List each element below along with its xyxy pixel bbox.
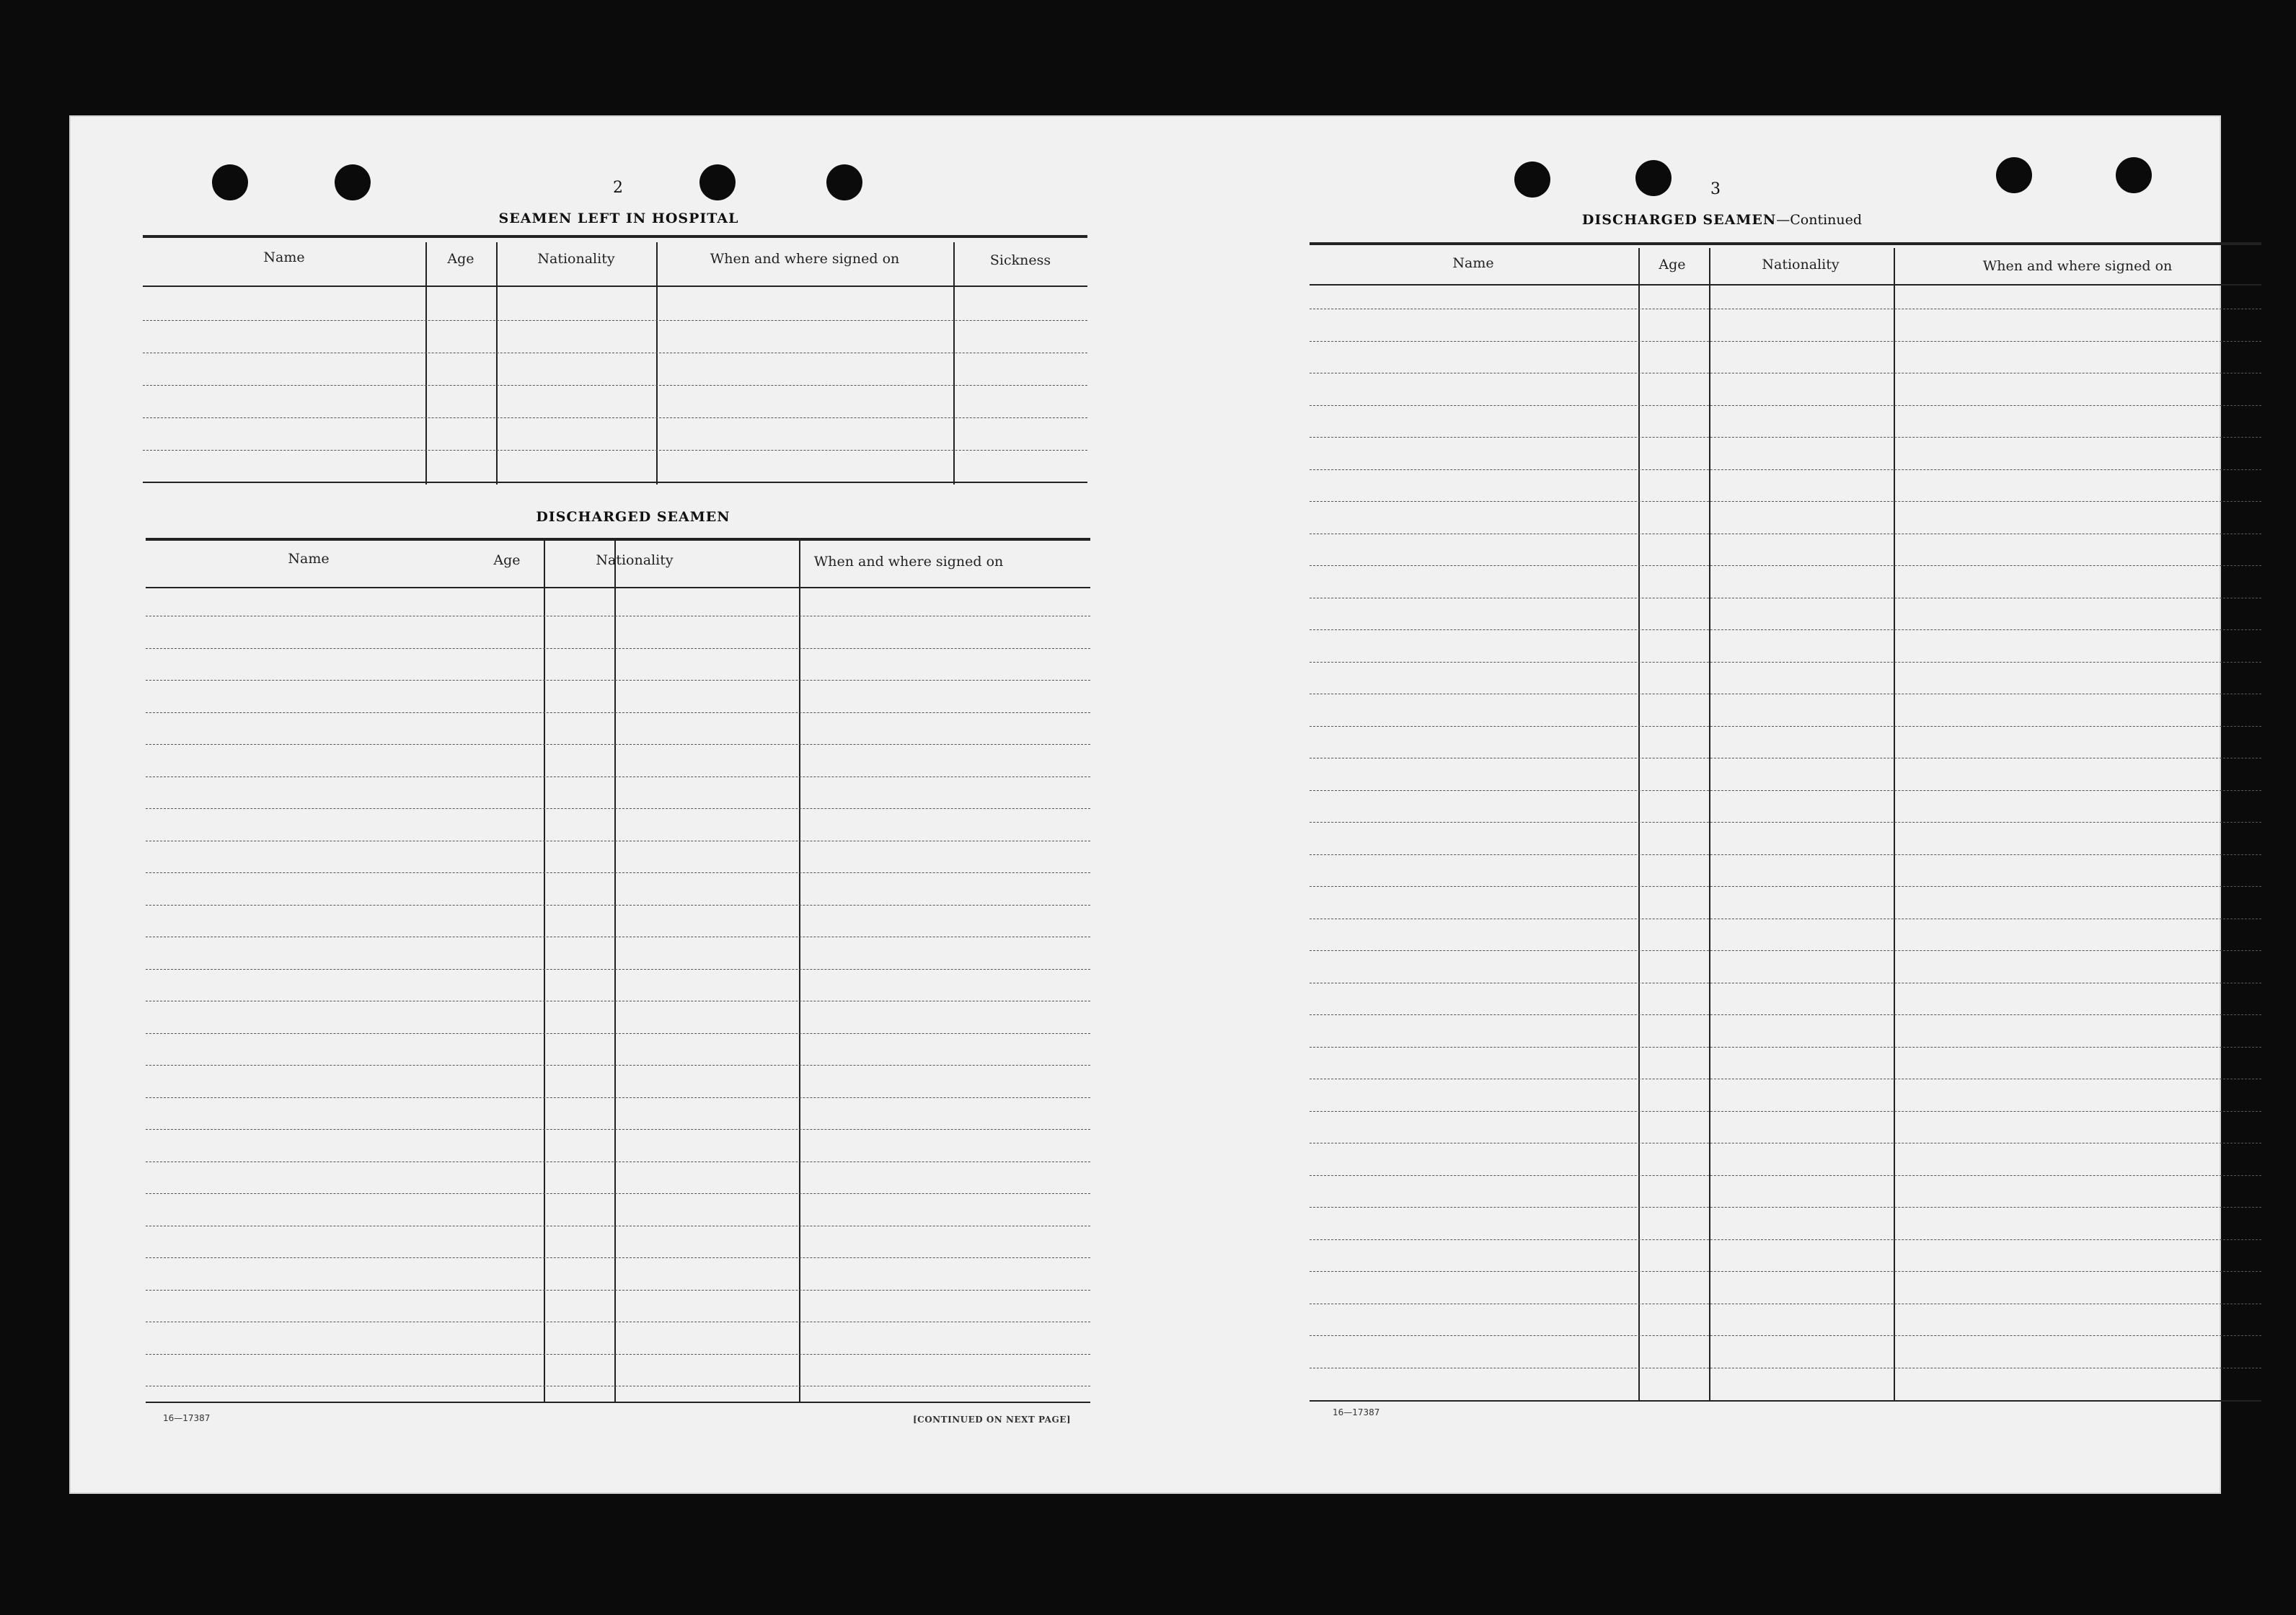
ruled-row-line (1310, 469, 2261, 470)
column-header-age: Age (493, 552, 521, 568)
ruled-row-line (1310, 1335, 2261, 1336)
column-header-signed-on: When and where signed on (1982, 258, 2173, 274)
discharged-section-title: DISCHARGED SEAMEN (536, 509, 730, 525)
left-page (71, 117, 1152, 1495)
ruled-row-line (1310, 822, 2261, 823)
column-header-name: Name (263, 249, 305, 265)
ruled-row-line (146, 1033, 1090, 1034)
ruled-row-line (1310, 1239, 2261, 1240)
ruled-row-line (146, 712, 1090, 713)
column-header-sickness: Sickness (989, 252, 1051, 268)
ruled-row-line (146, 1193, 1090, 1194)
continued-note: [CONTINUED ON NEXT PAGE] (913, 1415, 1072, 1425)
ruled-row-line (143, 320, 1087, 321)
ruled-row-line (146, 905, 1090, 906)
ruled-row-line (146, 872, 1090, 873)
hospital-table (143, 235, 1087, 485)
ruled-row-line (1310, 629, 2261, 630)
hospital-section-title: SEAMEN LEFT IN HOSPITAL (498, 211, 739, 226)
ruled-row-line (146, 776, 1090, 777)
ruled-row-line (146, 744, 1090, 745)
right-page (1152, 117, 2222, 1495)
form-number: 16—17387 (163, 1413, 211, 1423)
ruled-row-line (1310, 437, 2261, 438)
page-number: 2 (613, 179, 623, 197)
column-header-nationality: Nationality (596, 552, 674, 568)
ruled-row-line (1310, 501, 2261, 502)
ruled-row-line (1310, 950, 2261, 951)
form-number: 16—17387 (1333, 1407, 1380, 1417)
ruled-row-line (146, 1065, 1090, 1066)
column-header-name: Name (288, 551, 330, 567)
column-header-nationality: Nationality (537, 251, 615, 267)
column-header-signed-on: When and where signed on (813, 554, 1004, 570)
ruled-row-line (143, 417, 1087, 418)
ruled-row-line (1310, 1111, 2261, 1112)
continued-suffix: —Continued (1776, 212, 1863, 228)
ruled-row-line (146, 969, 1090, 970)
ruled-row-line (1310, 1207, 2261, 1208)
ruled-row-line (146, 648, 1090, 649)
discharged-continued-table (1310, 242, 2261, 1403)
discharged-title-text: DISCHARGED SEAMEN (1581, 212, 1777, 228)
discharged-table (146, 538, 1090, 1403)
ruled-row-line (146, 1097, 1090, 1098)
column-header-signed-on: When and where signed on (710, 251, 900, 267)
ruled-row-line (1310, 1175, 2261, 1176)
ruled-row-line (1310, 405, 2261, 406)
ruled-row-line (146, 1290, 1090, 1291)
ruled-row-line (1310, 886, 2261, 887)
ruled-row-line (146, 680, 1090, 681)
ruled-row-line (1310, 565, 2261, 566)
column-header-name: Name (1452, 255, 1494, 271)
ruled-row-line (146, 1257, 1090, 1258)
ruled-row-line (1310, 341, 2261, 342)
ruled-row-line (1310, 726, 2261, 727)
ruled-row-line (1310, 1047, 2261, 1048)
column-header-age: Age (447, 251, 474, 267)
ruled-row-line (146, 808, 1090, 809)
ruled-row-line (143, 385, 1087, 386)
ruled-row-line (1310, 662, 2261, 663)
ruled-row-line (146, 1354, 1090, 1355)
column-header-age: Age (1659, 257, 1686, 273)
ruled-row-line (146, 1129, 1090, 1130)
ruled-row-line (1310, 790, 2261, 791)
ruled-row-line (1310, 1014, 2261, 1015)
discharged-continued-title (1498, 212, 1946, 228)
page-number: 3 (1710, 180, 1721, 198)
ruled-row-line (1310, 1271, 2261, 1272)
ruled-row-line (1310, 854, 2261, 855)
scanned-document (69, 115, 2221, 1494)
column-header-nationality: Nationality (1762, 257, 1840, 273)
ruled-row-line (143, 450, 1087, 451)
